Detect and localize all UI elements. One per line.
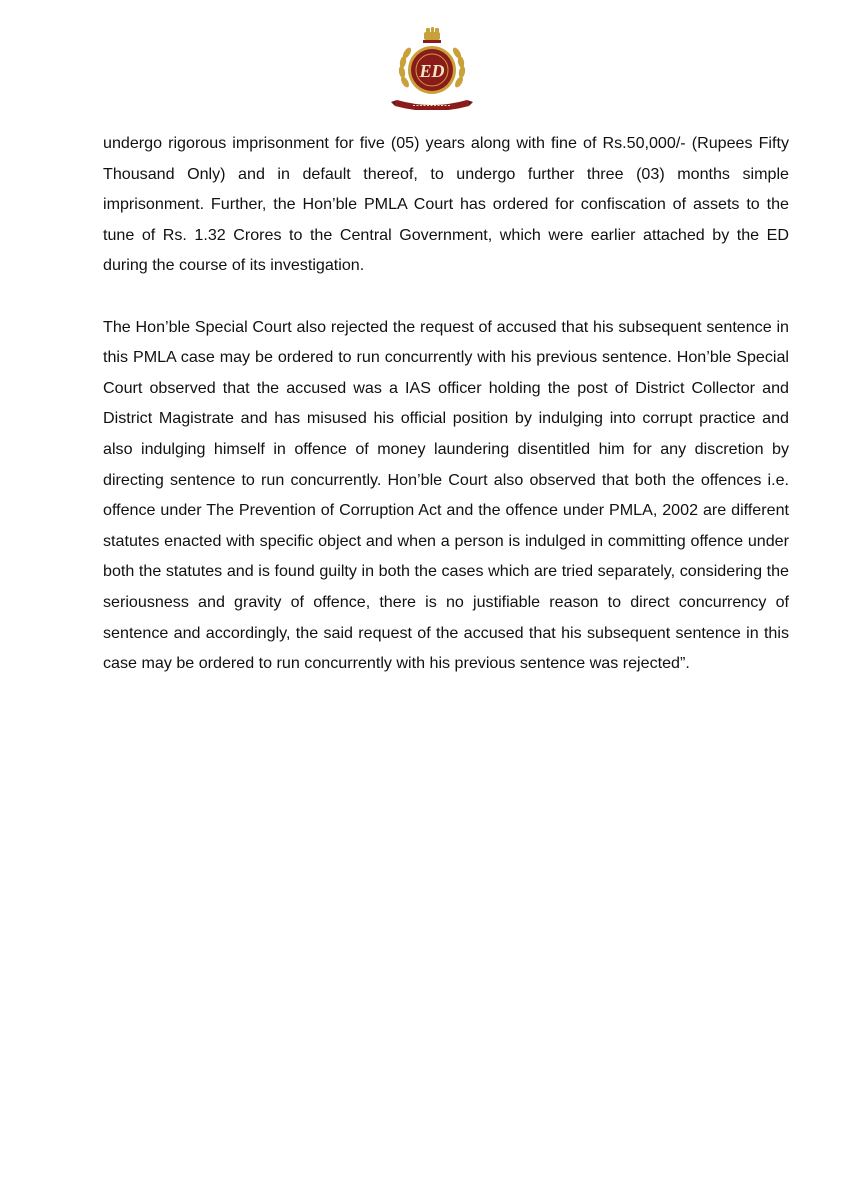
emblem-monogram: ED: [419, 61, 445, 81]
document-body: [103, 128, 789, 679]
enforcement-directorate-emblem-icon: [391, 26, 473, 110]
paragraph-sentence-and-confiscation: undergo rigorous imprisonment for five (05) years along with fine of Rs.50,000/- (Rupees Fifty Thousand Only) and in default thereof, to undergo further three (03) months simple imprisonment. Further, the Hon’ble PMLA Court has ordered for confiscation of assets to the tune of Rs. 1.32 Crores to the Central Government, which were earlier attached by the ED during the course of its investigation.: [103, 134, 789, 275]
paragraph-concurrent-sentence-rejection: The Hon’ble Special Court also rejected the request of accused that his subsequent sentence in this PMLA case may be ordered to run concurrently with his previous sentence. Hon’ble Special Court observed that the accused was a IAS officer holding the post of District Collector and District Magistrate and has misused his official position by indulging into corrupt practice and also indulging himself in offence of money laundering disentitled him for any discretion by directing sentence to run concurrently. Hon’ble Court also observed that both the offences i.e. offence under The Prevention of Corruption Act and the offence under PMLA, 2002 are different statutes enacted with specific object and when a person is indulged in committing offence under both the statutes and is found guilty in both the cases which are tried separately, considering the seriousness and gravity of offence, there is no justifiable reason to direct concurrency of sentence and accordingly, the said request of the accused that his subsequent sentence in this case may be ordered to run concurrently with his previous sentence was rejected”.: [103, 317, 789, 673]
lion-capital-icon: [423, 27, 441, 43]
